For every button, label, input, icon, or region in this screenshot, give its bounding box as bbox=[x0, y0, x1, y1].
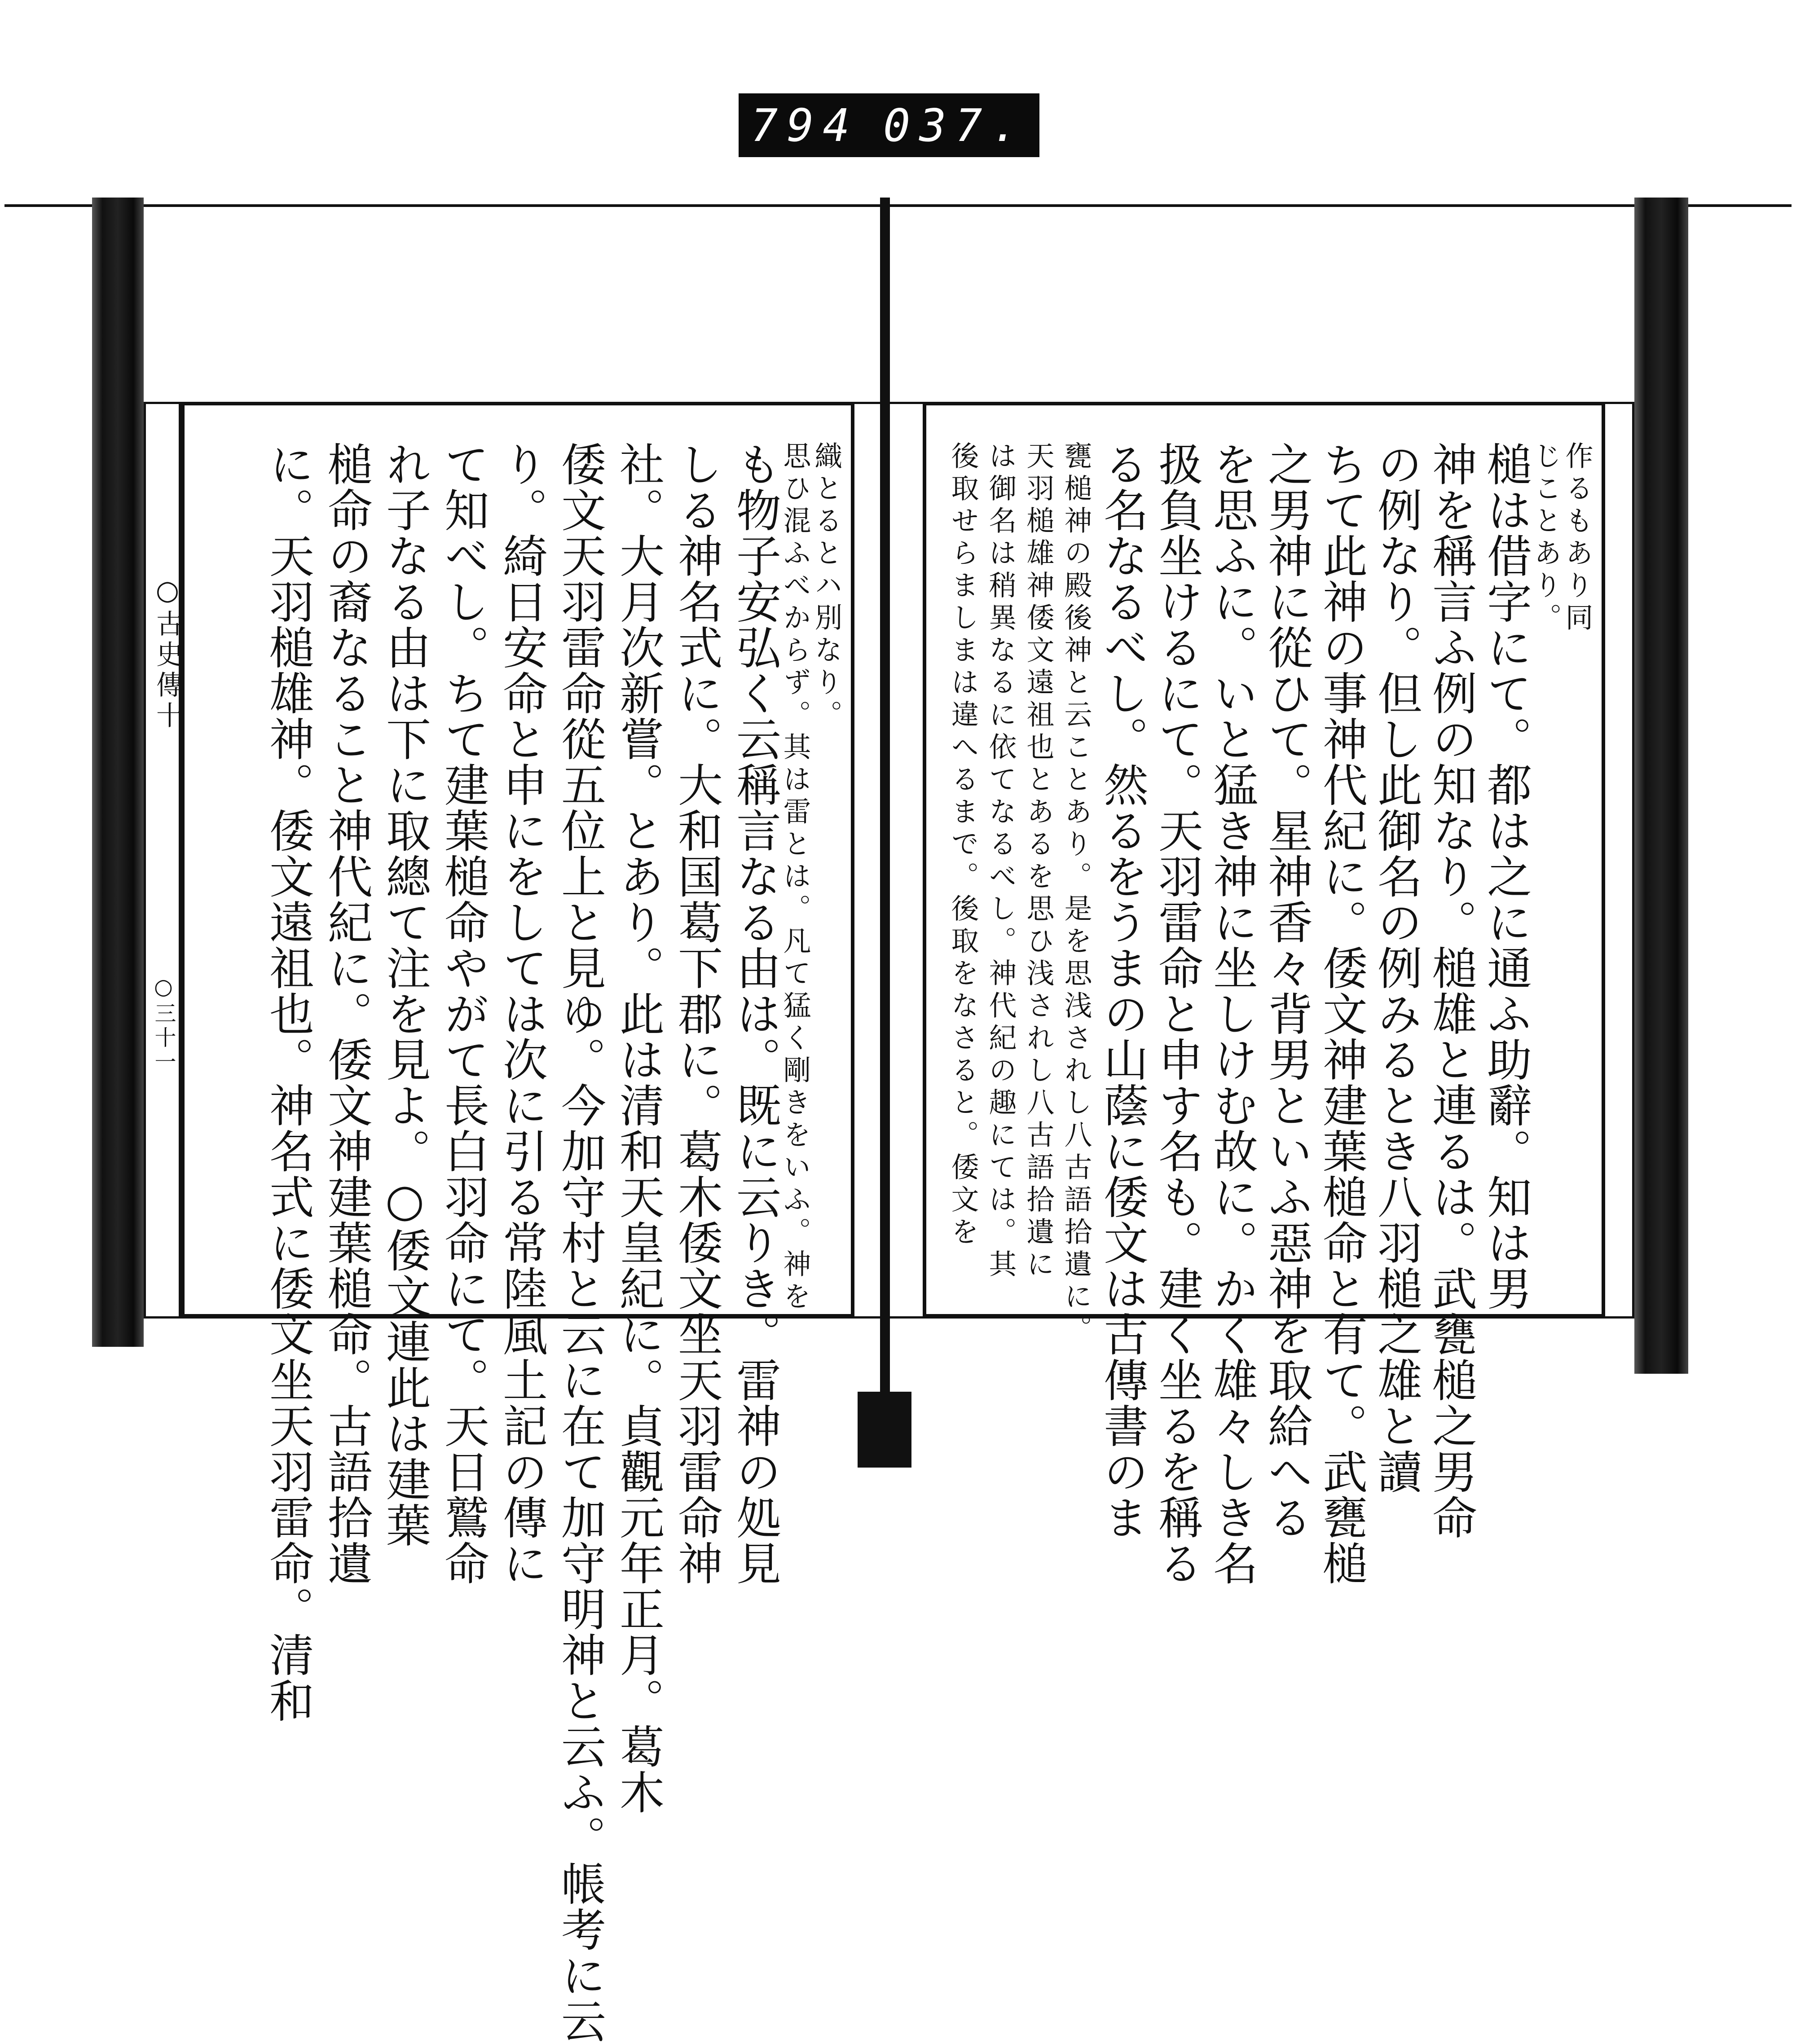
left-col-11: に。天羽槌雄神。倭文遠祖也。神名式に倭文坐天羽雷命。清和 bbox=[262, 441, 314, 1723]
right-binding-band bbox=[1634, 198, 1688, 1374]
left-text-columns bbox=[198, 441, 843, 2044]
page-number: ○三十一 bbox=[151, 974, 176, 1075]
left-col-3: も物子安弘く云稱言なる由は。既に云りき。雷神の処見 bbox=[729, 441, 781, 1586]
right-col-3: 槌は借字にて。都は之に通ふ助辭。知は男 bbox=[1479, 441, 1532, 1311]
right-col-9: 扱負坐けるにて。天羽雷命と申す名も。建く坐るを稱る bbox=[1151, 441, 1203, 1586]
left-col-1: 織とるとハ別なり。 bbox=[810, 441, 843, 732]
right-col-11: 甕槌神の殿後神と云ことあり。是を思浅されし八古語拾遺に。 bbox=[1060, 441, 1092, 1346]
right-text-columns bbox=[940, 441, 1594, 1586]
left-col-4: しる神名式に。大和国葛下郡に。葛木倭文坐天羽雷命神 bbox=[670, 441, 723, 1586]
left-col-9: れ子なる由は下に取總て注を見よ。○倭文連此は建葉 bbox=[379, 441, 431, 1548]
center-gutter bbox=[880, 198, 890, 1468]
left-frame-outer-left bbox=[144, 402, 146, 1318]
left-binding-band bbox=[92, 198, 144, 1347]
right-col-4: 神を稱言ふ例の知なり。槌雄と連るは。武甕槌之男命 bbox=[1425, 441, 1477, 1540]
serial-left: 794 bbox=[751, 99, 859, 152]
top-edge-rule bbox=[4, 204, 1792, 207]
right-col-1: 作るもあり同 bbox=[1561, 441, 1594, 635]
right-col-10: る名なるべし。然るをうまの山蔭に倭文は古傳書のま bbox=[1096, 441, 1149, 1540]
right-col-5: の例なり。但し此御名の例みるとき八羽槌之雄と讀 bbox=[1370, 441, 1422, 1495]
right-text-frame bbox=[923, 402, 1605, 1586]
left-col-10: 槌命の裔なること神代紀に。倭文神建葉槌命。古語拾遺 bbox=[320, 441, 373, 1586]
right-col-7: 之男神に從ひて。星神香々背男といふ惡神を取給へる bbox=[1260, 441, 1313, 1540]
right-col-13: は御名は稍異なるに依てなるべし。神代紀の趣にては。其 bbox=[984, 441, 1017, 1282]
left-text-frame bbox=[181, 402, 854, 2044]
right-frame-outer-right bbox=[1632, 402, 1634, 1318]
left-col-8: て知べし。ちて建葉槌命やがて長白羽命にて。天日鷲命 bbox=[437, 441, 489, 1586]
serial-right: 037. bbox=[883, 99, 1027, 152]
left-col-7: り。綺日安命と申にをしては次に引る常陸風土記の傳に bbox=[495, 441, 548, 1586]
serial-label bbox=[739, 93, 1039, 157]
left-col-2: 思ひ混ふべからず。其は雷とは。凡て猛く剛きをいふ。神を bbox=[779, 441, 811, 1314]
right-col-6: ちて此神の事神代紀に。倭文神建葉槌命と有て。武甕槌 bbox=[1315, 441, 1368, 1586]
right-col-2: じことあり。 bbox=[1529, 441, 1562, 635]
right-col-14: 後取せらましまは違へるまで。後取をなさると。倭文を bbox=[946, 441, 979, 1249]
book-title: ○古史傳十 bbox=[152, 575, 183, 732]
right-col-8: を思ふに。いと猛き神に坐しけむ故に。かく雄々しき名 bbox=[1206, 441, 1258, 1586]
left-col-6: 倭文天羽雷命從五位上と見ゆ。今加守村と云に在て加守明神と云ふ。帳考に云 bbox=[554, 441, 606, 2044]
right-col-12: 天羽槌雄神倭文遠祖也とあるを思ひ浅されし八古語拾遺に bbox=[1022, 441, 1055, 1282]
gutter-base bbox=[858, 1392, 911, 1468]
left-col-5: 社。大月次新嘗。とあり。此は清和天皇紀に。貞觀元年正月。葛木 bbox=[612, 441, 665, 1815]
